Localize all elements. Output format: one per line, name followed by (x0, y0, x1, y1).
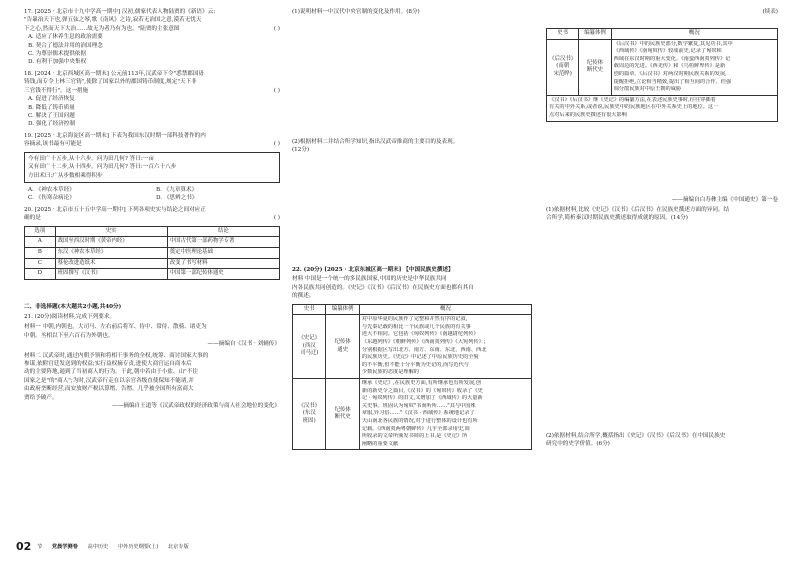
q22-header-style: 编纂体例 (326, 304, 359, 315)
q17-option-c[interactable]: C. 为尊崇儒术提供依据 (28, 51, 86, 58)
q22-continued-label: (续表) (762, 9, 778, 15)
q20-row-c-conclusion: 改变了书写材料 (167, 258, 279, 269)
footer-part-3: 高中历史 (87, 544, 109, 550)
question-17 (24, 8, 280, 67)
q21-title: 21. (20分)阅读材料,完成下列要求。 (24, 314, 116, 320)
q22-shiji-desc-5: 分别根据区写出北方、南方、东南、东北、西南、西北 (361, 346, 487, 353)
q22-houhanshu-title: 《后汉书》 (549, 55, 577, 62)
q22-header-book: 史书 (293, 304, 326, 315)
q22-houhanshu-author: 宋范晔) (553, 70, 572, 77)
q18-stem-line2: 铸钱,而专令上林三官铸",使除了国家以外的郡国铸币制度,规定"天下非 (24, 79, 197, 86)
q22-hanshu-style (326, 378, 359, 449)
q22-sub-question-2 (546, 432, 778, 449)
q20-row-c-fact: 蔡伦改进造纸术 (55, 258, 167, 269)
q22-hanshu-desc-3: 记 · 匈奴列传》的旧文,又增加了《西域传》的大量新 (361, 395, 483, 402)
q21-answer-area-1[interactable] (292, 20, 532, 135)
q19-excerpt-line1: 今有田广十五步,从十六步。问为田几何? 答曰:一亩 (28, 155, 154, 162)
q20-header-option: 选项 (25, 226, 56, 237)
q21-material2-line5: 由政府垄断经营,而安放财产税以算缗、告缗。几乎被全国所有富商大 (24, 386, 194, 393)
q21-sub2-line2: (12分) (292, 147, 310, 154)
q20-row-b-conclusion: 奠定中医理论基础 (167, 248, 279, 259)
table-row[interactable] (25, 269, 280, 280)
question-21 (24, 313, 280, 410)
q22-footnote-1: 《汉书》《后汉书》继《史记》的编纂方法,在表述民族史事时,往往穿插着 (549, 96, 716, 103)
q22-shiji-desc-7: 的不平衡,但不能十分平衡为史记的,而写近代与 (361, 361, 469, 368)
q22-cont-header-desc: 概况 (611, 29, 777, 40)
q20-row-d-fact: 班固撰写《汉书》 (55, 269, 167, 280)
q18-points: ( ) (273, 87, 280, 94)
q22-shiji-style (326, 315, 359, 379)
q17-option-d[interactable]: D. 有利于加强中央集权 (28, 59, 87, 66)
q18-option-c[interactable]: C. 解决了王国问题 (28, 113, 75, 120)
question-22 (292, 266, 532, 450)
q17-stem-line2: "告暴治天下也,弹五弦之琴,歌《南风》之诗,寂若无治国之意,漠若无忧天 (24, 17, 202, 24)
q19-option-b[interactable]: B. 《九章算术》 (156, 187, 198, 194)
q22-shiji-style-1: 纪传体 (334, 339, 351, 345)
q22-sub1-line2: 合所学,简析秦汉时期民族史撰述取得成就的原因。(14分) (546, 215, 688, 222)
q22-cont-header (547, 29, 778, 40)
q22-houhanshu-desc-5: 创的篇章。《后汉书》对两汉时期民族关系的发展, (613, 70, 727, 77)
q22-houhanshu-book (547, 39, 579, 95)
question-20 (24, 206, 280, 280)
q22-table-header (293, 304, 532, 315)
q22-houhanshu-style-1: 纪传体 (586, 59, 604, 66)
q18-stem-line3: 三官钱不得行"。这一措施 ( ) (24, 87, 280, 94)
q22-houhanshu-desc-7: 调分散民族对中原王朝的威胁 (613, 86, 682, 93)
q22-houhanshu-desc (611, 39, 777, 95)
q22-title: 22. (20分) [2025 · 北京东城区高一期末] 【中国民族史撰述】 (292, 267, 454, 273)
q22-hanshu-title: 《汉书》 (298, 402, 321, 409)
q21-material2-line4: 国家之是"的"商人";为时,汉武帝行走在以亲官各级直使保知不能诸,并 (24, 377, 194, 384)
q22-sub2-line2: 研究中的史学价值。(6分) (546, 441, 610, 448)
table-row[interactable] (547, 39, 778, 95)
q19-excerpt-box (24, 152, 280, 183)
q19-stem-line2: 容摘录,该书最有可能是 ( ) (24, 141, 280, 148)
q22-header-desc: 概况 (359, 304, 531, 315)
q20-row-c-option: C (25, 258, 56, 269)
q20-header-conclusion: 结论 (167, 226, 279, 237)
q22-shiji-title: 《史记》 (298, 335, 321, 342)
table-row[interactable] (25, 237, 280, 248)
q22-material-line2: 内各民族共同创造的。《史记》《汉书》《后汉书》在民族史方面也都有其自 (292, 284, 474, 291)
q21-sub2-line1: (2)根据材料二并结合所学知识,指出汉武帝推商的主要目的及表现。 (292, 139, 459, 145)
q18-option-a[interactable]: A. 促进了经济恢复 (28, 96, 75, 103)
q22-hanshu-style-1: 纪传体 (334, 406, 351, 413)
q20-row-a-fact: 战国至西汉时期《黄帝内经》 (55, 237, 167, 248)
q22-source: ——摘编自白寿彝主编《中国通史》第一卷 (671, 197, 778, 203)
q20-row-a-conclusion: 中国古代第一部药物学专著 (167, 237, 279, 248)
q22-material-line1: 材料 中国是一个统一的多民族国家,中国的历史是中华民族共同 (292, 276, 447, 283)
q22-footnote-2: 有关的中外关系,或者说,民族史中的民族地区在中外关系史上的地位。这一 (549, 104, 719, 111)
q22-cont-header-book: 史书 (547, 29, 579, 40)
footer-part-4: 中外历史纲要(上) (117, 544, 159, 550)
q22-hanshu-desc-2: 新的新史令之篇目,《汉书》的《匈奴传》收录了《史 (361, 387, 483, 394)
q22-shiji-desc-8: 少数民族的态度是理解的 (361, 369, 419, 376)
q20-row-b-fact: 东汉《神农本草经》 (55, 248, 167, 259)
q20-header-fact: 史实 (55, 226, 167, 237)
q22-hanshu-desc-1: 继承《史记》,在民族史方面,有所继承也有所发展,创 (361, 379, 481, 386)
q18-option-b[interactable]: B. 降低了铸币质量 (28, 104, 75, 111)
q19-option-c[interactable]: C. 《伤寒杂病论》 (28, 195, 75, 202)
q20-stem-line2: 确的是 ( ) (24, 215, 280, 222)
q22-hanshu-desc-4: 关史事。班固认为匈奴"书而听所……"其与中国殊 (361, 402, 476, 409)
q22-sub-question-1 (546, 206, 778, 223)
q21-material1-line1: 材料一 中朝,内朝也。大司马、左右前后将军、侍中、常侍、散骑、诸吏为 (24, 324, 207, 331)
q22-answer-area-2[interactable] (546, 452, 778, 532)
q18-option-d[interactable]: D. 强化了经济控制 (28, 121, 75, 128)
q20-row-b-option: B (25, 248, 56, 259)
q19-options-row1 (24, 186, 280, 194)
q22-shiji-desc (359, 315, 531, 379)
q20-row-d-option: D (25, 269, 56, 280)
q22-houhanshu-style (579, 39, 611, 95)
q20-row-a-option: A (25, 237, 56, 248)
q22-hanshu-style-2: 断代史 (334, 414, 351, 421)
q21-sub-question-2 (292, 138, 532, 155)
q22-table-continued (546, 28, 778, 122)
table-row[interactable] (293, 378, 532, 449)
q22-hanshu-desc-8: 所收录的文帝所颁发书简的上书,是《史记》所 (361, 433, 468, 440)
q22-shiji-author: 司马迁) (300, 350, 319, 357)
q22-hanshu-desc (359, 378, 531, 449)
footer-part-1: 节 (36, 544, 43, 550)
q21-material1-line2: 中朝。丞相以下至六百石为外朝也。 (24, 332, 114, 339)
q22-shiji-desc-2: 与先秦记载的相比一个民族或几个民族的有关事 (361, 323, 471, 330)
q19-excerpt-line2: 又有田广十二步,从十四步。问为田几何? 答曰:一百六十八步 (28, 164, 177, 171)
q21-material1-source: ——摘编自《汉书 · 刘辅传》 (207, 341, 280, 348)
q22-table-footnote (547, 95, 778, 121)
q21-material2-source: ——摘编自王道等《汉武帝政权的经济政策与商人社会地位的变化》 (112, 403, 280, 410)
q22-shiji-desc-4: 《东越列传》《朝鲜列传》《西南夷列传》《大宛列传》; (361, 339, 486, 345)
q21-material2-line2: 参谋,依附宫廷发送到的权益;实行益权摘专责,进使大商官运自商本后 (24, 361, 192, 368)
q19-option-d[interactable]: D. 《思辨之书》 (156, 195, 198, 202)
q19-excerpt-line3: 方田术曰:广从步数相乘得积步 (28, 172, 103, 179)
q18-stem-line1: 18. [2024 · 北京西城区高一期末] 公元前113年,汉武帝下令"悉禁郡国毋 (24, 71, 205, 77)
q22-hanshu-author: 班固) (302, 417, 316, 424)
q17-option-a[interactable]: A. 适应了休养生息的政治需要 (28, 34, 103, 41)
section-2-heading: 二、非选择题(本大题共2小题,共40分) (24, 304, 122, 310)
footer-part-5: 北京专版 (167, 544, 189, 550)
q22-shiji-desc-6: 的民族历史。《史记》中记述了中原民族历史的全貌 (361, 354, 479, 361)
q19-points: ( ) (273, 141, 280, 148)
q22-answer-area-1[interactable] (546, 226, 778, 426)
q20-stem-line1: 20. [2025 · 北京市五十五中学高一期中] 下列各项史实与结论之间对应正 (24, 207, 206, 213)
table-row[interactable] (25, 258, 280, 269)
question-18 (24, 70, 280, 129)
q21-material2-line1: 材料二 汉武帝时,通过内朝予领和将相干事务的全权,统筹、商讨国家大事的 (24, 352, 209, 359)
q22-houhanshu-desc-6: 提醒拒绝,立论相当精致,提出了相互间的合作、但强 (613, 78, 732, 85)
q21-material2-line3: 动的主要阵地,遏到了当初商人的行为。于此,朝中若由于小盐、山"不往 (24, 369, 198, 376)
q17-stem-line3: 下之心,然而天下大治……故无为者乃有为也。"陆贾的主张意图 ( ) (24, 25, 280, 32)
q22-houhanshu-style-2: 断代史 (586, 67, 604, 74)
q20-row-d-conclusion: 中国第一部纪传体通史 (167, 269, 279, 280)
q21-material2-line6: 贾给予破产。 (24, 394, 58, 401)
q22-cont-header-style: 编纂体例 (579, 29, 611, 40)
q20-points: ( ) (273, 215, 280, 222)
table-row[interactable] (547, 95, 778, 121)
q19-option-a[interactable]: A. 《神农本草经》 (28, 187, 75, 194)
q22-hanshu-era: (东汉 (302, 410, 316, 417)
q21-answer-area-2[interactable] (292, 158, 532, 258)
q22-houhanshu-era: (南朝 (556, 63, 570, 70)
q22-houhanshu-desc-1: 《后汉书》中的民族史部分,数学繁复,其见功书,其中 (613, 40, 733, 47)
q22-shiji-book (293, 315, 326, 379)
q17-option-b[interactable]: B. 契合了德法并用的治国理念 (28, 42, 103, 49)
q22-houhanshu-desc-3: 西域在东汉时期的重大变化。《南蛮西南夷列传》记 (613, 55, 731, 62)
q22-material-line3: 的撰述。 (292, 293, 315, 300)
q17-points: ( ) (273, 25, 280, 32)
q22-hanshu-desc-6: 天山南北各民族的情况,对于进行整体的设计也有所 (361, 417, 478, 424)
q22-houhanshu-desc-2: 《西域传》《南匈奴传》较成前史,记录了匈奴和 (613, 48, 722, 55)
q22-hanshu-book (293, 378, 326, 449)
q22-houhanshu-desc-4: 载周边的先进。《西羌传》和《乌桓鲜卑传》是新 (613, 63, 726, 70)
q22-sub2-line1: (2)依据材料,结合所学,概括指出《史记》《汉书》《后汉书》在中国民族史 (546, 433, 726, 439)
q22-hanshu-desc-5: 章服,异习俗……"《汉书 · 西域传》系统地记录了 (361, 410, 475, 417)
q19-options-row2 (24, 194, 280, 202)
question-19 (24, 132, 280, 203)
page-footer (16, 540, 189, 553)
q20-table-header (25, 226, 280, 237)
table-row[interactable] (293, 315, 532, 379)
page-number: 02 (16, 540, 32, 553)
q19-stem-line1: 19. [2025 · 北京海淀区高一期末] 下表为我国东汉时期一部科技著作的内 (24, 133, 206, 139)
table-row[interactable] (25, 248, 280, 259)
q22-shiji-era: (西汉 (302, 342, 316, 349)
q22-hanshu-desc-9: 阐略的重要文献 (361, 440, 399, 447)
q22-shiji-style-2: 通史 (337, 346, 349, 353)
q22-table (292, 304, 532, 451)
q22-sub1-line1: (1)依据材料,比较《史记》《汉书》《后汉书》在民族史撰述方面的异同。结 (546, 207, 730, 213)
q17-stem-line1: 17. [2025 · 北京市十九中学高一期中] 汉初,儒家代表人物陆贾的《新语》云: (24, 9, 216, 15)
q21-sub-question-1: (1)说明材料一中汉代中央官制的变化及作用。(8分) (292, 9, 420, 15)
q22-footnote-3: 点对后来的民族史撰述有很大影响 (549, 111, 627, 118)
q22-shiji-desc-1: 对中原华夏的民族作了完整和并然有序的记叙, (361, 316, 468, 323)
footer-part-2: 党晨学测卷 (51, 544, 78, 550)
q22-shiji-desc-3: 迹大不相同。它包括《匈奴列传》《南越尉佗列传》 (361, 331, 479, 338)
q22-hanshu-desc-7: 记载。《西南夷两粤朝鲜传》几乎全部录用史,简 (361, 425, 470, 432)
q20-table (24, 226, 280, 280)
